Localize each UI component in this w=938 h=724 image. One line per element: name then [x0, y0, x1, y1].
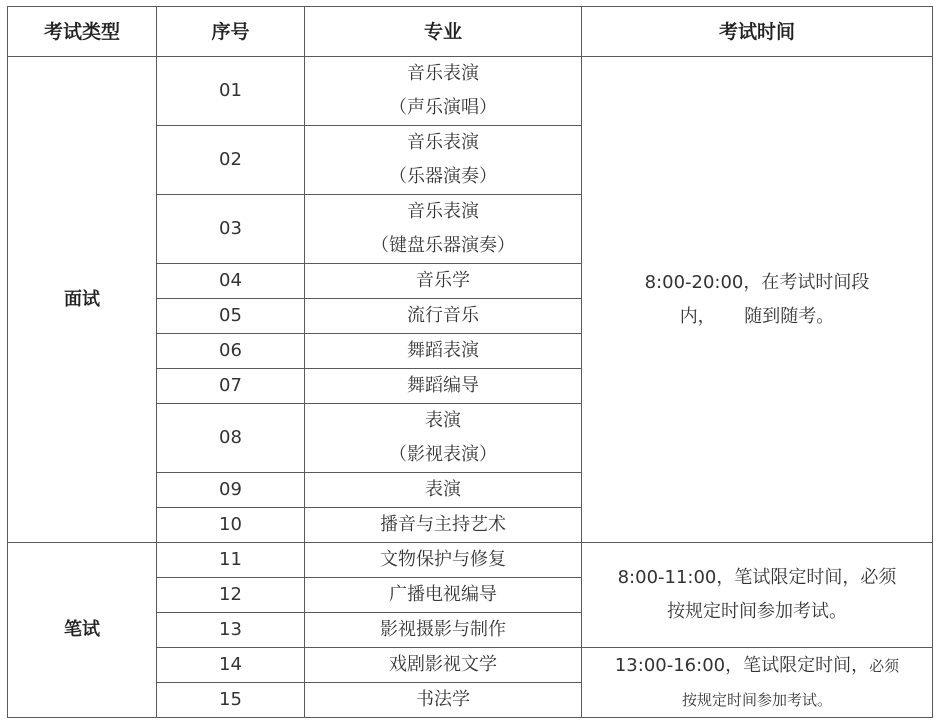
major-name: 舞蹈编导 — [305, 369, 582, 404]
major-direction: （乐器演奏） — [389, 166, 497, 187]
header-row — [8, 7, 933, 57]
interview-time-line2: 内， 随到随考。 — [679, 305, 835, 327]
exam-schedule-table — [7, 6, 933, 718]
major-name: 流行音乐 — [305, 299, 582, 334]
major-direction: （声乐演唱） — [389, 97, 497, 118]
seq-no: 04 — [157, 264, 305, 299]
seq-no: 14 — [157, 648, 305, 683]
table-row — [8, 543, 933, 578]
header-exam-type: 考试类型 — [8, 7, 157, 57]
table-row — [8, 57, 933, 126]
major-direction: （影视表演） — [389, 444, 497, 465]
seq-no: 02 — [157, 126, 305, 195]
header-exam-time: 考试时间 — [582, 7, 933, 57]
seq-no: 07 — [157, 369, 305, 404]
major-name: 音乐表演 — [407, 63, 479, 84]
major-name: 音乐表演 — [407, 201, 479, 222]
major-name: 舞蹈表演 — [305, 334, 582, 369]
major-name: 影视摄影与制作 — [305, 613, 582, 648]
header-major: 专业 — [305, 7, 582, 57]
seq-no: 08 — [157, 404, 305, 473]
major — [305, 404, 582, 473]
major — [305, 195, 582, 264]
written-time-afternoon-must: 必须 — [869, 656, 900, 675]
seq-no: 09 — [157, 473, 305, 508]
major-name: 广播电视编导 — [305, 578, 582, 613]
exam-type-written: 笔试 — [8, 543, 157, 718]
header-seq-no: 序号 — [157, 7, 305, 57]
written-time-morning-line2: 按规定时间参加考试。 — [667, 601, 847, 622]
seq-no: 15 — [157, 683, 305, 718]
major-name: 音乐表演 — [407, 132, 479, 153]
major-name: 表演 — [305, 473, 582, 508]
seq-no: 10 — [157, 508, 305, 543]
major-name: 书法学 — [305, 683, 582, 718]
exam-type-interview: 面试 — [8, 57, 157, 543]
written-time-morning — [582, 543, 933, 648]
interview-time-line1: 8:00-20:00，在考试时间段 — [644, 271, 870, 293]
major-name: 表演 — [425, 410, 461, 431]
seq-no: 01 — [157, 57, 305, 126]
major-name: 播音与主持艺术 — [305, 508, 582, 543]
seq-no: 06 — [157, 334, 305, 369]
major-direction: （键盘乐器演奏） — [371, 235, 515, 256]
major — [305, 57, 582, 126]
seq-no: 03 — [157, 195, 305, 264]
seq-no: 11 — [157, 543, 305, 578]
written-time-afternoon-hours: 13:00-16:00，笔试限定时间， — [614, 654, 870, 676]
seq-no: 12 — [157, 578, 305, 613]
major-name: 音乐学 — [305, 264, 582, 299]
major — [305, 126, 582, 195]
written-time-afternoon — [582, 648, 933, 718]
interview-time — [582, 57, 933, 543]
written-time-afternoon-line1 — [582, 649, 932, 683]
seq-no: 05 — [157, 299, 305, 334]
written-time-morning-line1: 8:00-11:00，笔试限定时间，必须 — [617, 567, 897, 588]
seq-no: 13 — [157, 613, 305, 648]
major-name: 戏剧影视文学 — [305, 648, 582, 683]
written-time-afternoon-line2: 按规定时间参加考试。 — [681, 690, 832, 709]
major-name: 文物保护与修复 — [305, 543, 582, 578]
